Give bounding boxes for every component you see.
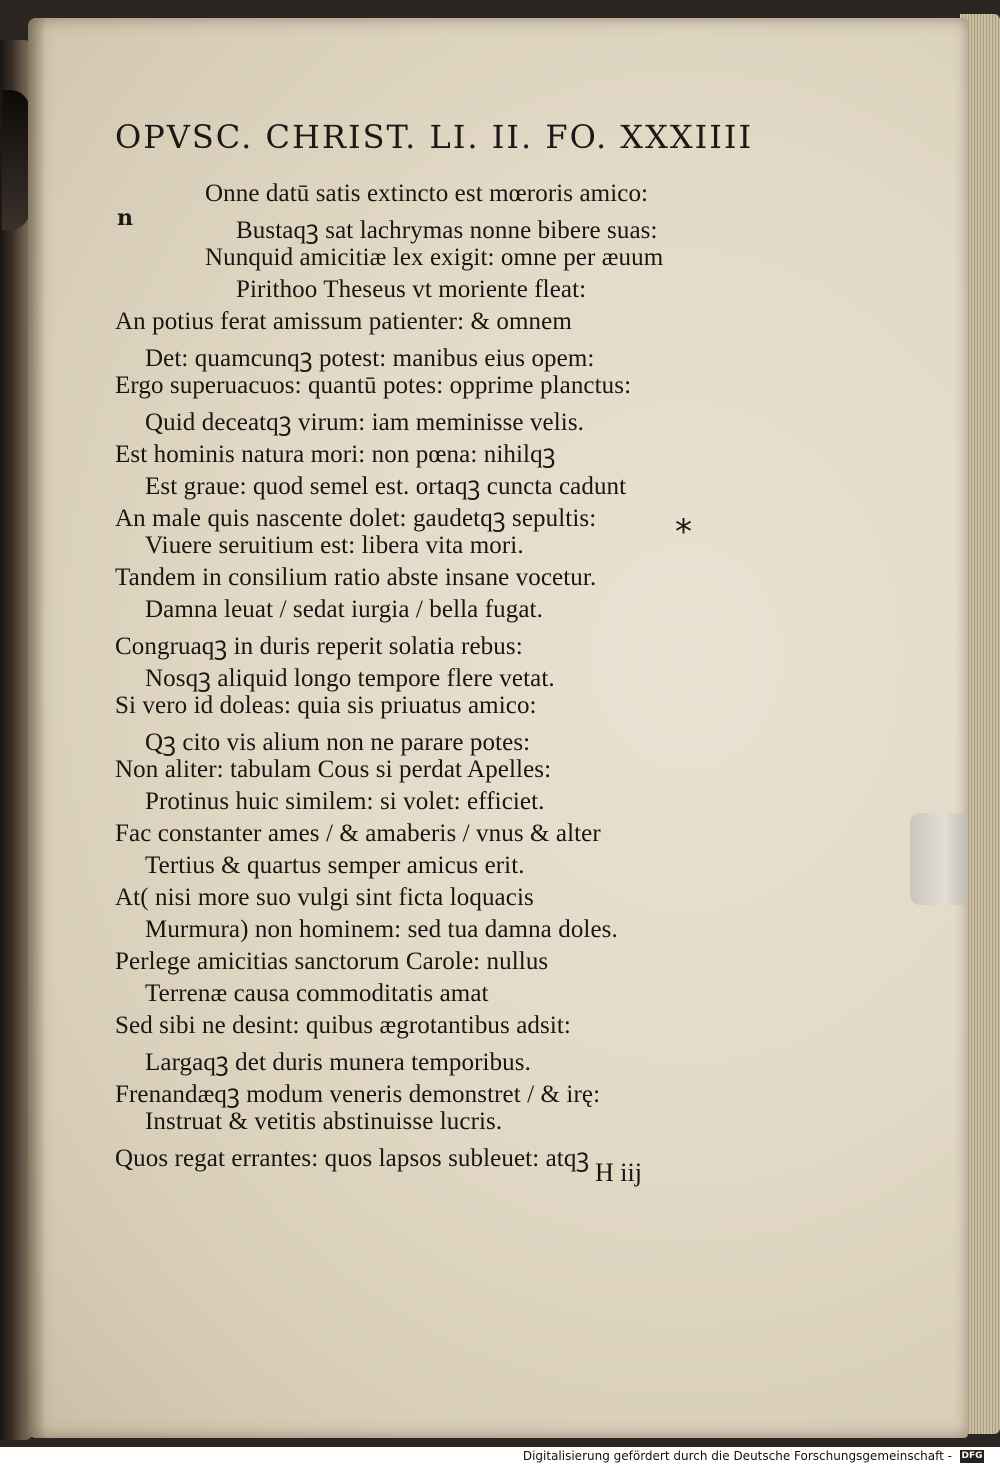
poem-line: Protinus huic similem: si volet: efficiet.: [145, 788, 545, 815]
poem-line: Bustaqꝫ sat lachrymas nonne bibere suas:: [236, 217, 658, 244]
gutter-shadow: [28, 18, 46, 1438]
poem-line: Det: quamcunqꝫ potest: manibus eius opem:: [145, 345, 595, 372]
poem-line: Frenandæqꝫ modum veneris demonstret / & irę:: [115, 1081, 601, 1108]
binding-curl: [2, 90, 30, 230]
poem-line: At( nisi more suo vulgi sint ficta loquacis: [115, 884, 534, 911]
poem-line: Damna leuat / sedat iurgia / bella fugat.: [145, 596, 543, 623]
poem-line: Terrenæ causa commoditatis amat: [145, 980, 489, 1007]
poem-line: Est hominis natura mori: non pœna: nihilqꝫ: [115, 441, 556, 468]
poem-line: An male quis nascente dolet: gaudetqꝫ sepultis:: [115, 505, 597, 532]
poem-line: Fac constanter ames / & amaberis / vnus & alter: [115, 820, 601, 847]
digitization-footer: [0, 1447, 1000, 1467]
page-tab-marker: [910, 813, 968, 905]
poem-line: Onne datū satis extincto est mœroris amico:: [205, 180, 649, 207]
poem-line: Quid deceatqꝫ virum: iam meminisse velis.: [145, 409, 585, 436]
poem-line: Tertius & quartus semper amicus erit.: [145, 852, 525, 879]
poem-line: Est graue: quod semel est. ortaqꝫ cuncta cadunt: [145, 473, 627, 500]
poem-line: Murmura) non hominem: sed tua damna doles.: [145, 916, 618, 943]
poem-line: Largaqꝫ det duris munera temporibus.: [145, 1049, 531, 1076]
poem-line: An potius ferat amissum patienter: & omnem: [115, 308, 572, 335]
signature-mark: H iij: [595, 1158, 642, 1187]
poem-line: Non aliter: tabulam Cous si perdat Apelles:: [115, 756, 552, 783]
poem-line: Nunquid amicitiæ lex exigit: omne per æuum: [205, 244, 664, 271]
poem-line: Pirithoo Theseus vt moriente fleat:: [236, 276, 587, 303]
poem-line: Perlege amicitias sanctorum Carole: nullus: [115, 948, 549, 975]
dfg-logo: DFG: [961, 1451, 983, 1461]
poem-line: Congruaqꝫ in duris reperit solatia rebus:: [115, 633, 523, 660]
poem-line: Sed sibi ne desint: quibus ægrotantibus adsit:: [115, 1012, 571, 1039]
poem-line: Tandem in consilium ratio abste insane vocetur.: [115, 564, 597, 591]
asterisk-mark: *: [675, 512, 692, 552]
poem-line: Quos regat errantes: quos lapsos subleuet: atqꝫ: [115, 1145, 590, 1172]
poem-line: Ergo superuacuos: quantū potes: opprime planctus:: [115, 372, 632, 399]
page-header: OPVSC. CHRIST. LI. II. FO. XXXIIII: [115, 118, 754, 156]
poem-line: Instruat & vetitis abstinuisse lucris.: [145, 1108, 503, 1135]
poem-line: Viuere seruitium est: libera vita mori.: [145, 532, 524, 559]
poem-line: Si vero id doleas: quia sis priuatus amico:: [115, 692, 537, 719]
poem-line: Nosqꝫ aliquid longo tempore flere vetat.: [145, 665, 555, 692]
margin-note: n: [117, 205, 133, 231]
poem-line: Qꝫ cito vis alium non ne parare potes:: [145, 729, 531, 756]
funding-credit: Digitalisierung gefördert durch die Deutsche Forschungsgemeinschaft -: [522, 1449, 952, 1463]
